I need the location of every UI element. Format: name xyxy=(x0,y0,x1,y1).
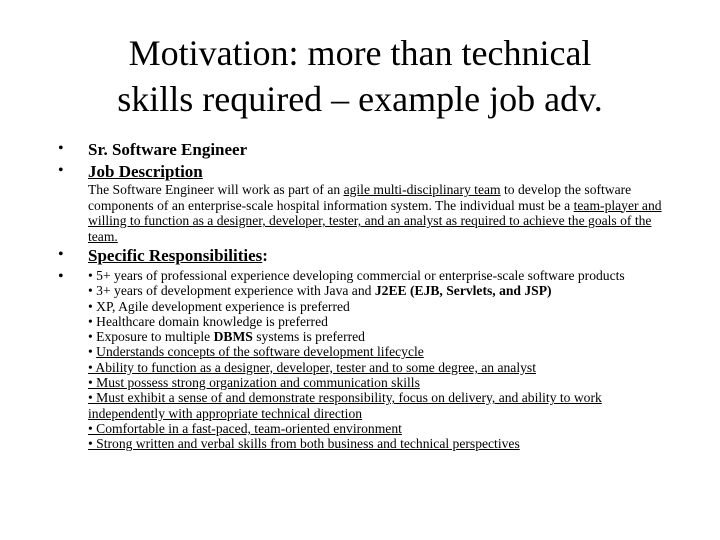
list-item-text: • 5+ years of professional experience developing commercial or enterprise-scale software products xyxy=(88,268,625,283)
list-item-text: J2EE (EJB, Servlets, and JSP) xyxy=(374,283,552,299)
list-item-text: • Strong written and verbal skills from both business and technical perspectives xyxy=(88,436,520,452)
list-item xyxy=(88,390,666,421)
list-item xyxy=(88,421,666,436)
list-item xyxy=(88,344,666,359)
job-title: Sr. Software Engineer xyxy=(88,140,248,159)
list-item xyxy=(88,283,666,298)
list-item xyxy=(88,268,666,283)
bullet-marker: • xyxy=(58,140,64,157)
responsibilities-heading xyxy=(88,246,666,266)
list-item-text: DBMS xyxy=(213,329,253,345)
responsibilities-heading-text: Specific Responsibilities xyxy=(88,246,263,265)
list-item xyxy=(88,360,666,375)
list-item-text: • xyxy=(88,344,97,360)
list-item-text: • Must exhibit a sense of and demonstrate responsibility, focus on delivery, and ability to work independently with appropriate technical direction xyxy=(88,390,602,421)
jd-text-2: to develop the software components of an enterprise-scale hospital information system. The individual must be a xyxy=(88,182,632,213)
list-item-text: • Ability to function as a designer, developer, tester and to some degree, an analyst xyxy=(88,359,536,375)
jd-text-underlined-1: agile multi-disciplinary team xyxy=(343,182,501,197)
title-line-2: skills required – example job adv. xyxy=(117,79,603,119)
responsibilities-heading-colon: : xyxy=(262,246,268,265)
bullet-marker: • xyxy=(58,268,64,285)
list-item-text: Understands concepts of the software development lifecycle xyxy=(96,344,424,360)
list-item-text: • Must possess strong organization and communication skills xyxy=(88,375,420,391)
jd-text-underlined-2: team-player and willing to function as a designer, developer, tester, and an analyst as required to achieve the goals of the team. xyxy=(88,197,662,244)
jd-text-1: The Software Engineer will work as part of an xyxy=(88,182,344,197)
bullet-marker: • xyxy=(58,246,64,263)
list-item-text: • 3+ years of development experience with Java and xyxy=(88,283,375,299)
job-description-text xyxy=(88,182,666,244)
list-item xyxy=(88,436,666,451)
slide-title xyxy=(40,30,680,122)
bullet-marker: • xyxy=(58,162,64,179)
list-item xyxy=(88,299,666,314)
list-item xyxy=(88,375,666,390)
list-item xyxy=(88,329,666,344)
responsibilities-list xyxy=(88,268,666,452)
list-item-text: • Healthcare domain knowledge is preferred xyxy=(88,313,328,329)
job-description-heading: Job Description xyxy=(88,162,203,181)
list-item-text: • Comfortable in a fast-paced, team-oriented environment xyxy=(88,420,402,436)
list-item-text: systems is preferred xyxy=(252,329,365,345)
list-item-text: • XP, Agile development experience is preferred xyxy=(88,298,350,314)
list-item-text: • Exposure to multiple xyxy=(88,329,214,345)
title-line-1: Motivation: more than technical xyxy=(128,33,592,73)
list-item xyxy=(88,314,666,329)
